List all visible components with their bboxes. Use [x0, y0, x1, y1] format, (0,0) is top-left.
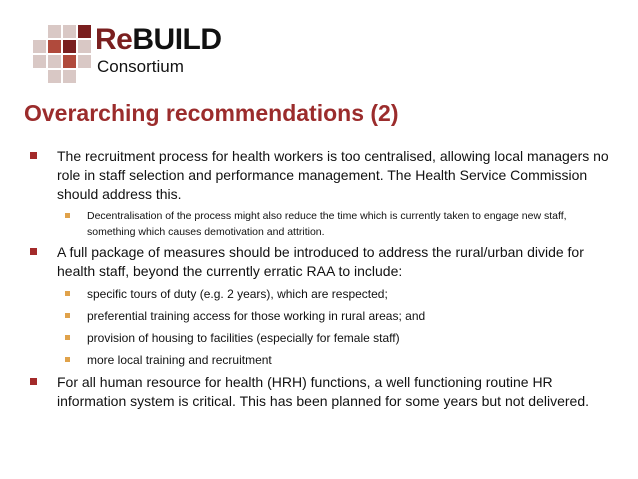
square-bullet-icon	[30, 378, 37, 385]
rebuild-logo	[33, 25, 233, 85]
sub-bullet-text: more local training and recruitment	[87, 353, 272, 367]
square-bullet-icon	[30, 152, 37, 159]
sub-bullet-text: preferential training access for those working in rural areas; and	[87, 309, 426, 323]
square-bullet-icon	[30, 248, 37, 255]
square-bullet-icon	[65, 291, 70, 296]
sub-bullet-tours	[24, 285, 614, 303]
sub-bullet-text: provision of housing to facilities (especially for female staff)	[87, 331, 400, 345]
sub-bullet-decentralisation	[24, 208, 614, 240]
bullet-rural-urban	[24, 243, 614, 281]
square-bullet-icon	[65, 357, 70, 362]
sub-bullet-housing	[24, 329, 614, 347]
bullet-text: The recruitment process for health workers is too centralised, allowing local managers no role in staff selection and performance management. The Health Service Commission should address this.	[57, 148, 609, 202]
sub-bullet-text: Decentralisation of the process might also reduce the time which is currently taken to engage new staff, something which causes demotivation and attrition.	[87, 210, 567, 238]
logo-build: BUILD	[132, 23, 222, 56]
sub-bullet-text: specific tours of duty (e.g. 2 years), which are respected;	[87, 287, 388, 301]
logo-consortium: Consortium	[97, 57, 184, 76]
slide-title: Overarching recommendations (2)	[24, 100, 399, 126]
bullet-text: A full package of measures should be introduced to address the rural/urban divide for health staff, beyond the currently erratic RAA to include:	[57, 244, 584, 279]
slide-content	[24, 147, 614, 415]
bullet-recruitment	[24, 147, 614, 204]
bullet-text: For all human resource for health (HRH) functions, a well functioning routine HR information system is critical. This has been planned for some years but not delivered.	[57, 374, 589, 409]
logo-wordmark	[95, 23, 222, 57]
square-bullet-icon	[65, 313, 70, 318]
sub-bullet-training	[24, 307, 614, 325]
square-bullet-icon	[65, 335, 70, 340]
sub-bullet-local-training	[24, 351, 614, 369]
square-bullet-icon	[65, 213, 70, 218]
logo-squares-icon	[33, 25, 93, 85]
logo-re: Re	[95, 23, 133, 56]
bullet-hr-system	[24, 373, 614, 411]
